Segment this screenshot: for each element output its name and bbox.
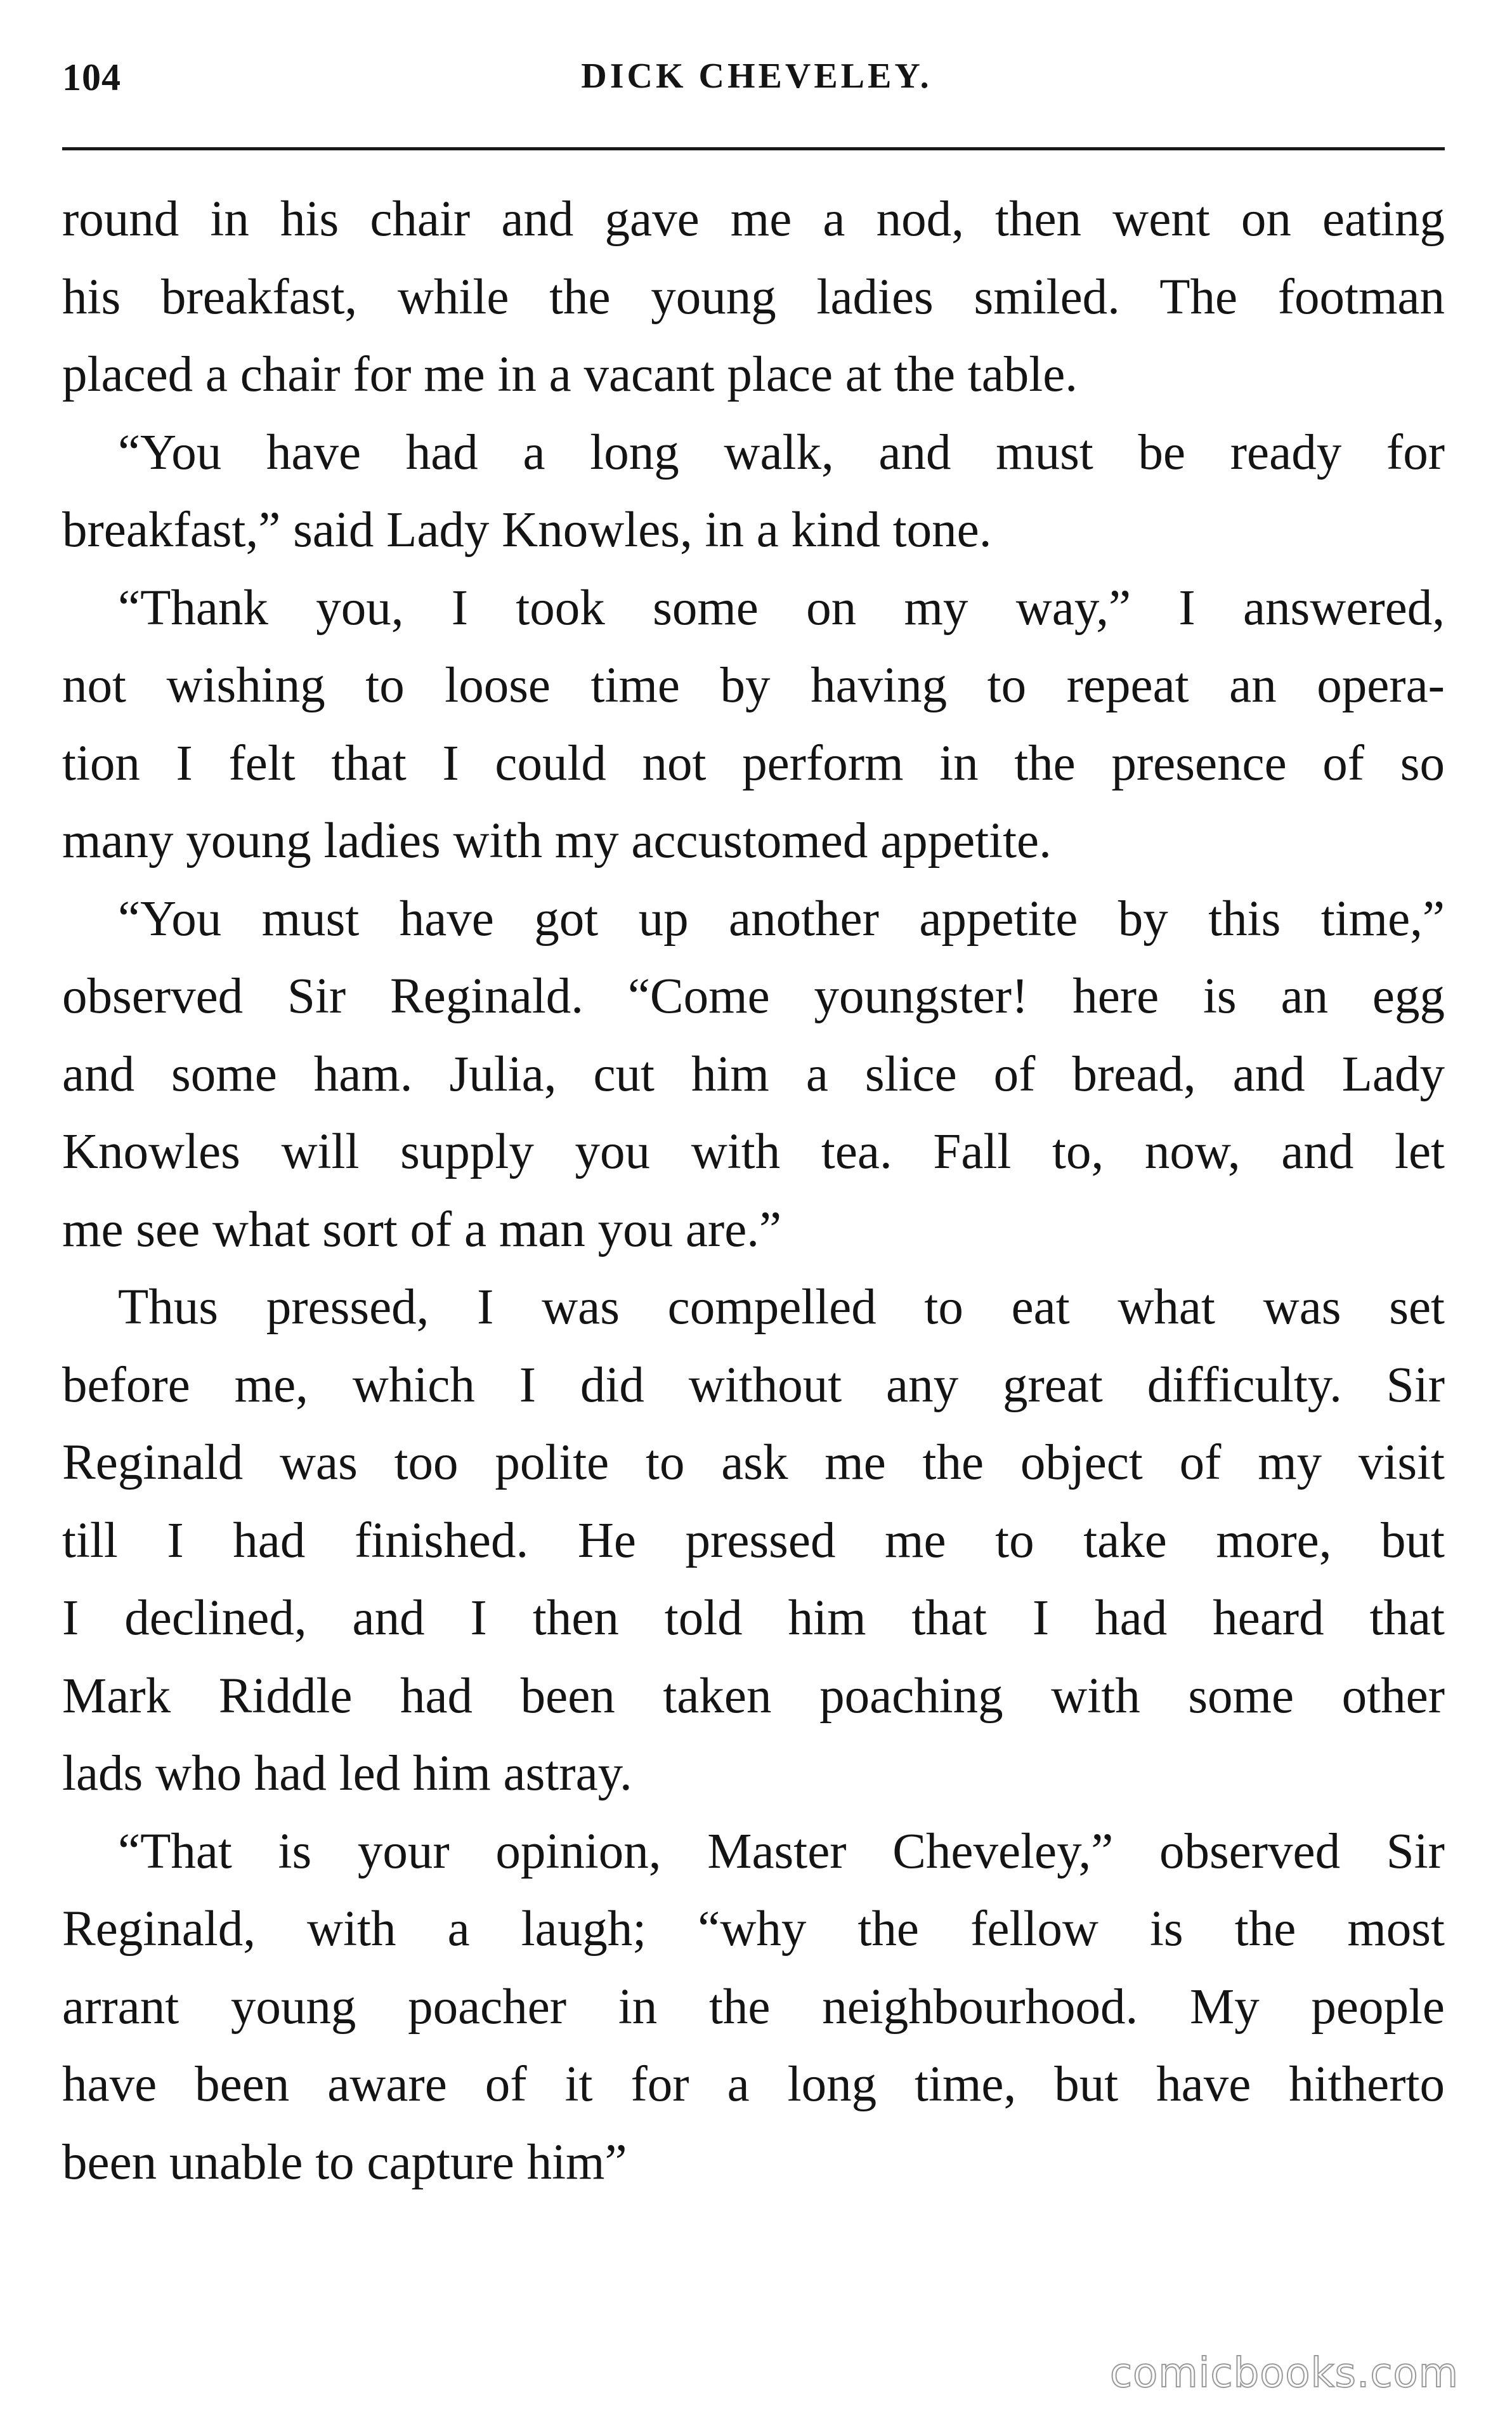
text-line: and some ham. Julia, cut him a slice of bread, and Lady (62, 1046, 1445, 1102)
text-line: many young ladies with my accustomed appetite. (62, 813, 1052, 869)
text-line: lads who had led him astray. (62, 1746, 632, 1801)
running-head (62, 56, 1451, 113)
text-line: arrant young poacher in the neighbourhood. My people (62, 1979, 1445, 2035)
text-line: “Thank you, I took some on my way,” I answered, (118, 580, 1445, 636)
text-line: till I had finished. He pressed me to take more, but (62, 1512, 1445, 1568)
header-rule (62, 147, 1445, 150)
text-line: tion I felt that I could not perform in the presence of so (62, 735, 1445, 791)
text-line: Thus pressed, I was compelled to eat what was set (118, 1280, 1445, 1335)
text-line: placed a chair for me in a vacant place at the table. (62, 347, 1078, 402)
text-line: have been aware of it for a long time, but have hitherto (62, 2057, 1445, 2112)
body-text (62, 181, 1445, 2201)
text-line: Mark Riddle had been taken poaching with some other (62, 1668, 1445, 1724)
text-line: been unable to capture him” (62, 2134, 627, 2190)
text-line: his breakfast, while the young ladies smiled. The footman (62, 269, 1445, 325)
text-line: observed Sir Reginald. “Come youngster! here is an egg (62, 969, 1445, 1024)
watermark: comicbooks.com (1109, 2350, 1459, 2397)
text-line: Reginald was too polite to ask me the object of my visit (62, 1435, 1445, 1490)
text-line: Knowles will supply you with tea. Fall to, now, and let (62, 1124, 1445, 1179)
text-line: me see what sort of a man you are.” (62, 1202, 782, 1257)
text-line: breakfast,” said Lady Knowles, in a kind tone. (62, 502, 992, 558)
text-line: round in his chair and gave me a nod, then went on eating (62, 192, 1445, 247)
text-line: I declined, and I then told him that I had heard that (62, 1591, 1445, 1646)
text-line: “You must have got up another appetite by this time,” (118, 891, 1445, 947)
text-line: Reginald, with a laugh; “why the fellow is the most (62, 1901, 1445, 1957)
running-title: DICK CHEVELEY. (581, 56, 932, 96)
text-line: “That is your opinion, Master Cheveley,” observed Sir (118, 1823, 1445, 1879)
page-number: 104 (62, 56, 121, 98)
text-line: before me, which I did without any great difficulty. Sir (62, 1357, 1445, 1413)
text-line: not wishing to loose time by having to repeat an opera- (62, 658, 1445, 713)
text-line: “You have had a long walk, and must be ready for (118, 424, 1445, 480)
